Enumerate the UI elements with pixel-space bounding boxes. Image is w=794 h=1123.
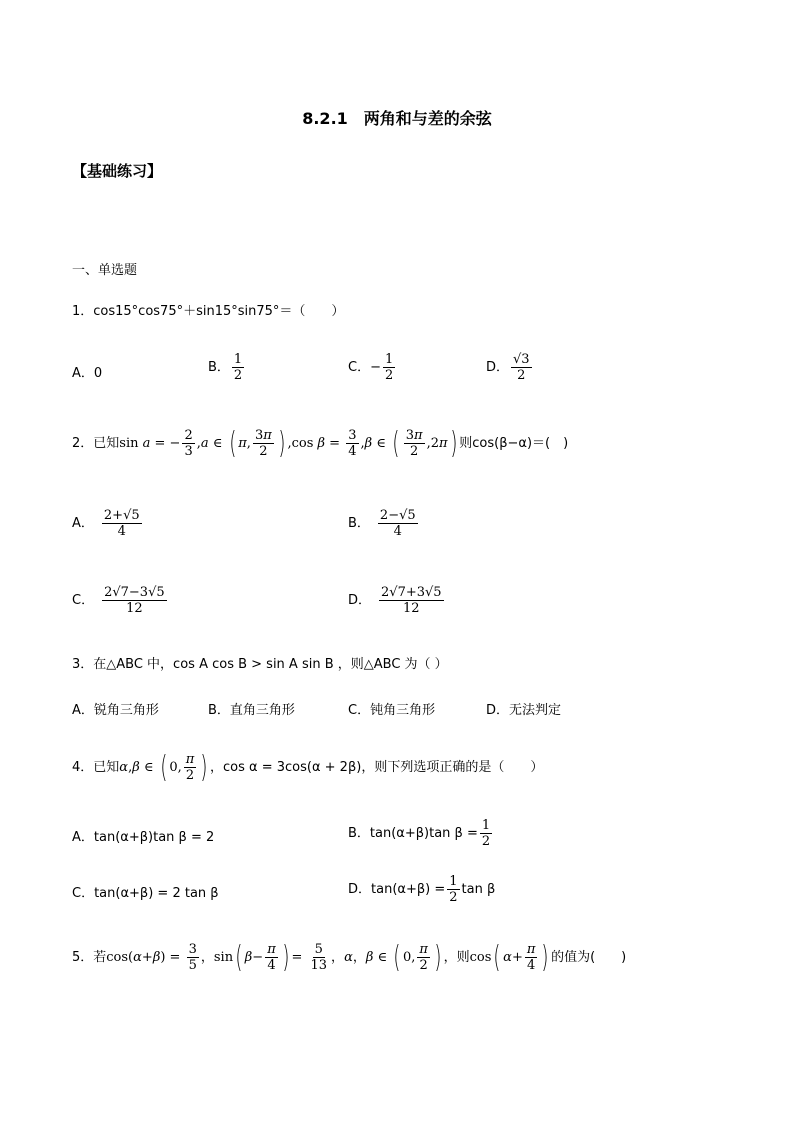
question-2-option-a: A． $\frac{2+√5}{4}$: [72, 508, 140, 539]
question-5-stem: 5．若 cos( α + β ) = $\frac{3}{5}$ ，sin ( β − $\frac{\pi}{4}$ ) = $\frac{5}{13}$ ， α ， β ∈ ( 0, $\frac{\pi}{2}$ ) ，则cos ( α + $\frac{\pi}{4}$ ) 的值为( ): [72, 939, 627, 975]
question-4-option-b: B．tan(α+β)tan β = $\frac{1}{2}$: [348, 818, 491, 849]
question-1-option-c: [348, 352, 397, 383]
question-4-stem: 4．已知 α , β ∈ ( 0, $\frac{\pi}{2}$ ) ，cos α = 3cos(α + 2β)，则下列选项正确的是（ ）: [72, 749, 544, 785]
question-3-stem: 3．在△ABC 中，cos A cos B > sin A sin B ，则△ABC 为（ ）: [72, 657, 448, 672]
option-label: B．: [208, 359, 230, 375]
option-label: C．−: [348, 359, 381, 375]
question-4-stem-mid: ，cos α = 3cos(α + 2β)，则下列选项正确的是（ ）: [210, 759, 544, 775]
fraction: $\frac{1}{2}$: [233, 352, 243, 383]
question-1-stem: 1．cos15°cos75°＋sin15°sin75°＝（ ）: [72, 304, 345, 319]
question-1-option-a: A．0: [72, 366, 103, 381]
question-1-option-d: [486, 352, 534, 383]
subsection-heading: 一、单选题: [72, 263, 138, 278]
fraction: $\frac{√3}{2}$: [513, 352, 530, 383]
section-heading: 【基础练习】: [72, 162, 163, 180]
option-label: D．: [486, 359, 510, 375]
question-3-option-b: B．直角三角形: [208, 703, 295, 718]
question-2-option-c: C． $\frac{2√7-3√5}{12}$: [72, 585, 165, 616]
question-2-option-b: B． $\frac{2-√5}{4}$: [348, 508, 416, 539]
question-4-option-a: A．tan(α+β)tan β = 2: [72, 830, 215, 845]
question-3-option-c: C．钝角三角形: [348, 703, 436, 718]
question-5-stem-tail: 的值为( ): [551, 949, 627, 965]
fraction: $\frac{1}{2}$: [384, 352, 394, 383]
question-3-option-d: D．无法判定: [486, 703, 562, 718]
question-2-option-d: D． $\frac{2√7+3√5}{12}$: [348, 585, 442, 616]
question-4-option-c: C．tan(α+β) = 2 tan β: [72, 886, 219, 901]
question-2-stem: 2．已知 sin a = − $\frac{2}{3}$ , a ∈ ( π , $\frac{3\pi}{2}$ ) ,cos β = $\frac{3}{4}$ , β ∈ ( $\frac{3\pi}{2}$ ,2 π ) 则cos(β−α)＝( ): [72, 425, 569, 461]
page-title: 8.2.1 两角和与差的余弦: [302, 109, 492, 128]
question-1-option-b: [208, 352, 246, 383]
question-3-option-a: A．锐角三角形: [72, 703, 159, 718]
question-2-stem-tail: 则cos(β−α)＝( ): [459, 435, 569, 451]
question-4-option-d: D．tan(α+β) = $\frac{1}{2}$ tan β: [348, 874, 496, 905]
